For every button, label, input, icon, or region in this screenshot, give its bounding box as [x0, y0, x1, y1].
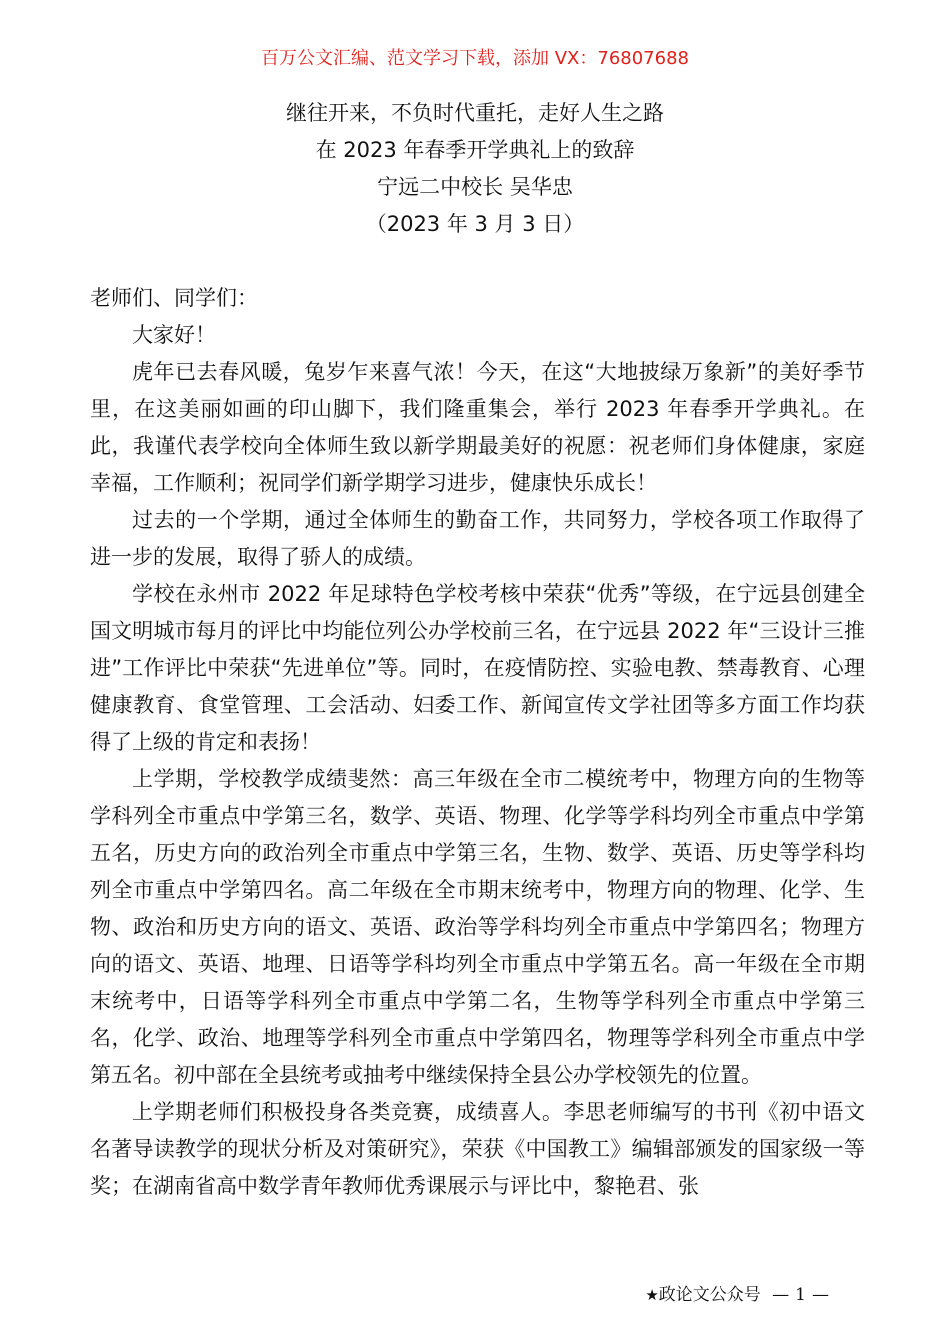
footer-source: 政论文公众号: [658, 1285, 761, 1305]
paragraph-honors: 学校在永州市 2022 年足球特色学校考核中荣获“优秀”等级，在宁远县创建全国文明城市每月的评比中均能位列公办学校前三名，在宁远县 2022 年“三设计三推进”工作评比中荣获“先进单位”等。同时，在疫情防控、实验电教、禁毒教育、心理健康教育、食堂管理、工会活动、妇委工作、新闻宣传文学社团等多方面工作均获得了上级的肯定和表扬！: [90, 582, 865, 754]
footer-dash-right: —: [812, 1285, 829, 1305]
download-banner: [0, 46, 950, 72]
paragraph-greeting: 大家好！: [132, 323, 216, 347]
title-block: [0, 95, 950, 243]
paragraph-competitions: 上学期老师们积极投身各类竞赛，成绩喜人。李思老师编写的书刊《初中语文名著导读教学的现状分析及对策研究》，荣获《中国教工》编辑部颁发的国家级一等奖；在湖南省高中数学青年教师优秀课展示与评比中，黎艳君、张: [90, 1100, 865, 1198]
page-number: 1: [795, 1285, 806, 1305]
title-author: 宁远二中校长 吴华忠: [377, 175, 573, 199]
footer-dash-left: —: [772, 1285, 790, 1305]
title-main: 继往开来，不负时代重托，走好人生之路: [286, 101, 664, 125]
title-subtitle: 在 2023 年春季开学典礼上的致辞: [315, 138, 635, 162]
paragraph-review: 过去的一个学期，通过全体师生的勤奋工作，共同努力，学校各项工作取得了进一步的发展，取得了骄人的成绩。: [90, 508, 865, 569]
banner-text: 百万公文汇编、范文学习下载，添加 VX：76807688: [261, 48, 689, 69]
page-footer: [645, 1282, 835, 1308]
star-icon: ★: [645, 1286, 659, 1304]
paragraph-opening: 虎年已去春风暖，兔岁乍来喜气浓！今天，在这“大地披绿万象新”的美好季节里，在这美丽如画的印山脚下，我们隆重集会，举行 2023 年春季开学典礼。在此，我谨代表学校向全体师生致以新学期最美好的祝愿：祝老师们身体健康，家庭幸福，工作顺利；祝同学们新学期学习进步，健康快乐成长！: [90, 360, 865, 495]
paragraph-exam-results: 上学期，学校教学成绩斐然：高三年级在全市二模统考中，物理方向的生物等学科列全市重点中学第三名，数学、英语、物理、化学等学科均列全市重点中学第五名，历史方向的政治列全市重点中学第三名，生物、数学、英语、历史等学科均列全市重点中学第四名。高二年级在全市期末统考中，物理方向的物理、化学、生物、政治和历史方向的语文、英语、政治等学科均列全市重点中学第四名；物理方向的语文、英语、地理、日语等学科均列全市重点中学第五名。高一年级在全市期末统考中，日语等学科列全市重点中学第二名，生物等学科列全市重点中学第三名，化学、政治、地理等学科列全市重点中学第四名，物理等学科列全市重点中学第五名。初中部在全县统考或抽考中继续保持全县公办学校领先的位置。: [90, 767, 865, 1087]
speech-body: [90, 280, 865, 1205]
title-date: （2023 年 3 月 3 日）: [365, 212, 585, 236]
salutation: 老师们、同学们：: [90, 286, 258, 310]
